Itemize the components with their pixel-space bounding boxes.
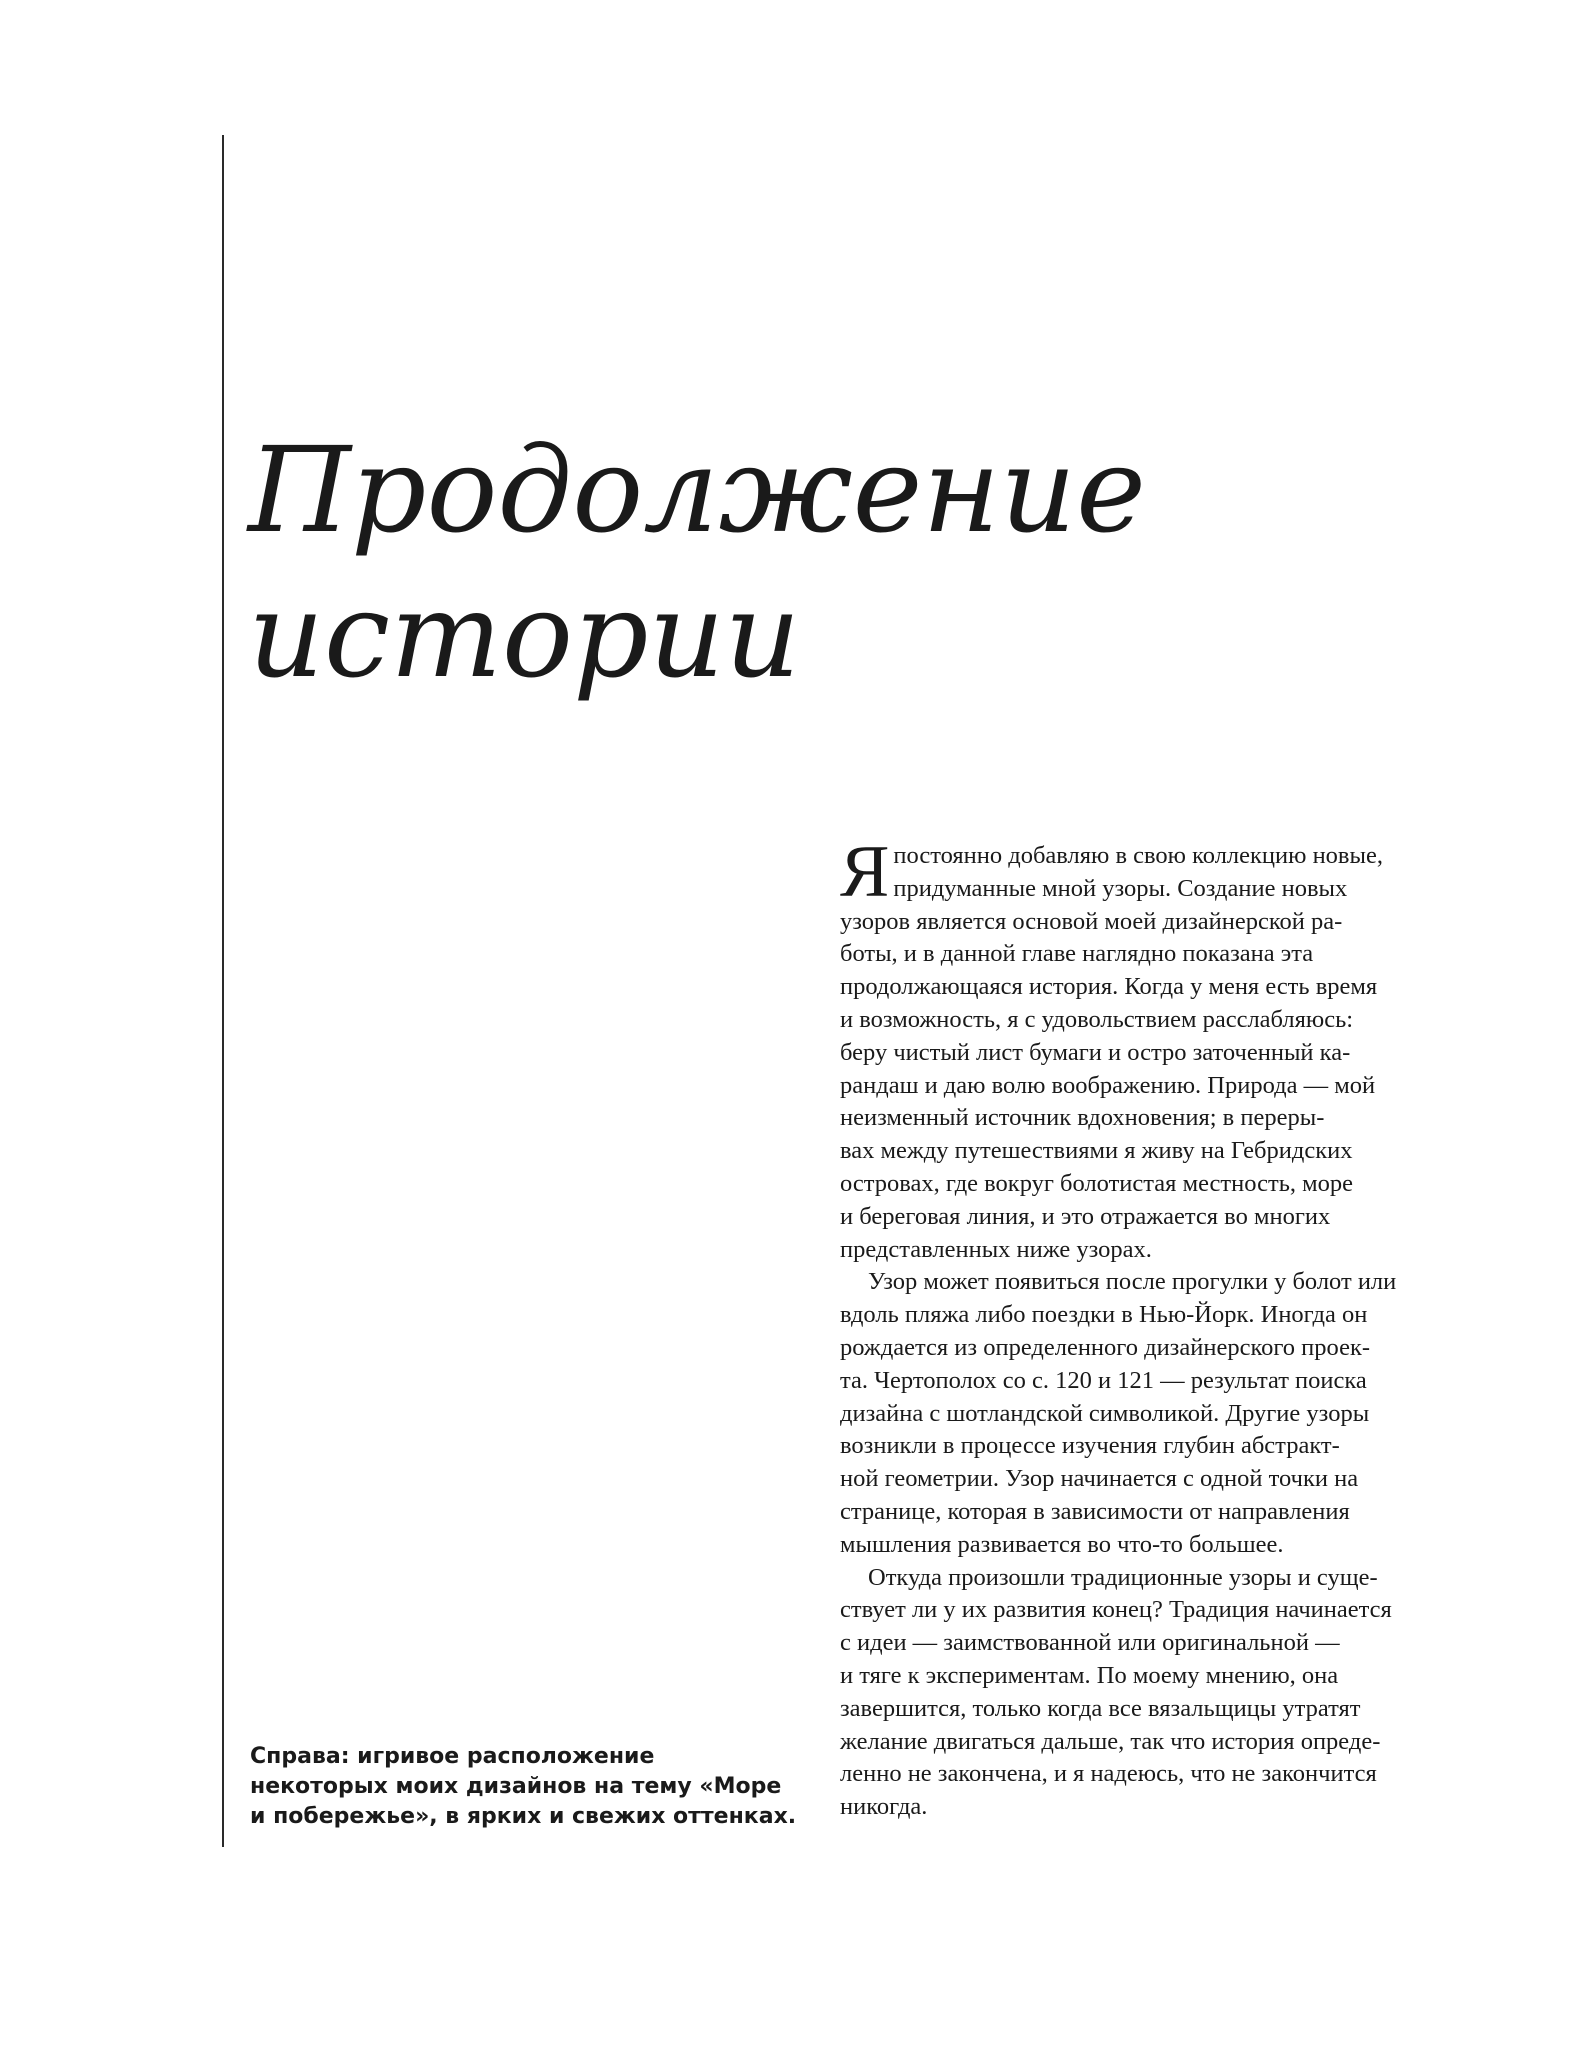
caption-line-1: Справа: игривое расположение	[250, 1744, 655, 1769]
paragraph-1-line: боты, и в данной главе наглядно показана эта	[840, 940, 1314, 968]
paragraph-1-line: узоров является основой моей дизайнерской ра-	[840, 907, 1343, 935]
paragraph-2-line: странице, которая в зависимости от направления	[840, 1497, 1350, 1525]
image-caption	[250, 1742, 797, 1832]
caption-line-2: некоторых моих дизайнов на тему «Море	[250, 1774, 782, 1799]
paragraph-3-line: Откуда произошли традиционные узоры и суще-	[868, 1563, 1378, 1591]
paragraph-1-line: островах, где вокруг болотистая местность, море	[840, 1169, 1353, 1197]
body-text	[840, 831, 1420, 1824]
paragraph-2-line: мышления развивается во что-то большее.	[840, 1530, 1284, 1558]
drop-cap: Я	[840, 831, 890, 913]
paragraph-2-line: дизайна с шотландской символикой. Другие узоры	[840, 1399, 1370, 1427]
caption-line-3: и побережье», в ярких и свежих оттенках.	[250, 1804, 797, 1829]
paragraph-1-line: продолжающаяся история. Когда у меня есть время	[840, 973, 1378, 1001]
paragraph-3-line: завершится, только когда все вязальщицы утратят	[840, 1694, 1361, 1722]
paragraph-2-line: Узор может появиться после прогулки у болот или	[868, 1268, 1397, 1296]
paragraph-3-line: желание двигаться дальше, так что история опреде-	[840, 1727, 1381, 1755]
paragraph-1	[840, 831, 1420, 1266]
paragraph-3-line: ствует ли у их развития конец? Традиция начинается	[840, 1596, 1392, 1624]
paragraph-3-line: с идеи — заимствованной или оригинальной —	[840, 1629, 1340, 1657]
paragraph-2-line: вдоль пляжа либо поездки в Нью-Йорк. Иногда он	[840, 1301, 1368, 1329]
paragraph-1-line: неизменный источник вдохновения; в переры-	[840, 1104, 1325, 1132]
paragraph-3-line: ленно не закончена, и я надеюсь, что не закончится	[840, 1760, 1377, 1788]
paragraph-2-line: та. Чертополох со с. 120 и 121 — результат поиска	[840, 1366, 1367, 1394]
paragraph-3-line: и тяге к экспериментам. По моему мнению, она	[840, 1661, 1339, 1689]
paragraph-1-line: и береговая линия, и это отражается во многих	[840, 1202, 1331, 1230]
paragraph-1-line: беру чистый лист бумаги и остро заточенный ка-	[840, 1038, 1351, 1066]
chapter-title-line-2: истории	[248, 566, 801, 704]
vertical-rule	[222, 135, 224, 1847]
paragraph-2-line: возникли в процессе изучения глубин абстракт-	[840, 1432, 1340, 1460]
paragraph-1-line: вах между путешествиями я живу на Гебридских	[840, 1137, 1353, 1165]
paragraph-1-line: рандаш и даю волю воображению. Природа — мой	[840, 1071, 1376, 1099]
paragraph-1-line: постоянно добавляю в свою коллекцию новые,	[893, 842, 1383, 869]
paragraph-2	[840, 1266, 1420, 1561]
chapter-title	[248, 418, 1146, 708]
paragraph-1-line: представленных ниже узорах.	[840, 1235, 1152, 1263]
paragraph-1-line: придуманные мной узоры. Создание новых	[893, 874, 1348, 902]
paragraph-2-line: ной геометрии. Узор начинается с одной точки на	[840, 1465, 1359, 1493]
paragraph-1-line: и возможность, я с удовольствием расслабляюсь:	[840, 1005, 1354, 1033]
paragraph-2-line: рождается из определенного дизайнерского проек-	[840, 1333, 1371, 1361]
paragraph-3	[840, 1562, 1420, 1824]
chapter-title-line-1: Продолжение	[248, 421, 1146, 559]
paragraph-3-line: никогда.	[840, 1793, 928, 1821]
